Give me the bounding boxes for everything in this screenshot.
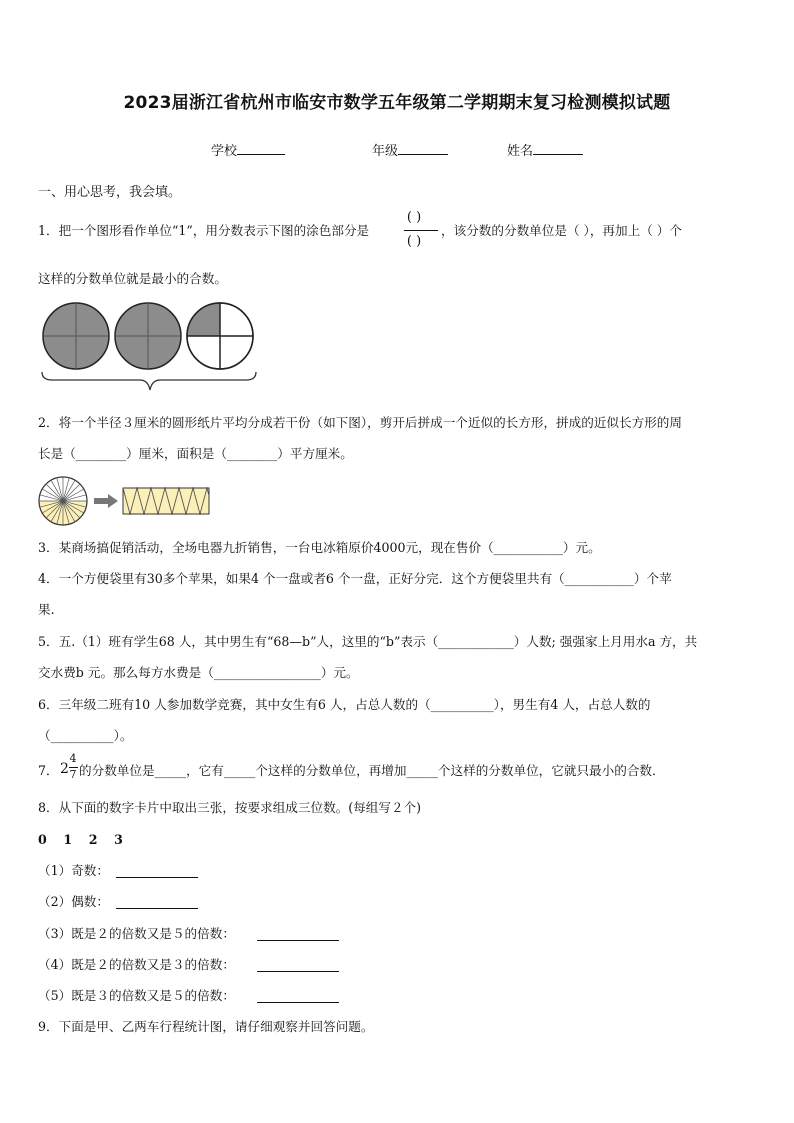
grade-label: 年级 — [372, 144, 399, 159]
brace — [42, 372, 256, 390]
q2-circle-to-rectangle-figure — [36, 474, 216, 528]
q5-line1: 5．五.（1）班有学生68 人，其中男生有“68—b”人，这里的“b”表示（____________）人数; 强强家上月用水a 方，共 — [38, 634, 698, 649]
q7-rest: 的分数单位是_____，它有_____个这样的分数单位，再增加_____个这样的分数单位，它就只最小的合数． — [79, 763, 665, 778]
q3-text: 3．某商场搞促销活动，全场电器九折销售，一台电冰箱原价4000元，现在售价（___________）元。 — [38, 540, 601, 555]
circle-3-quarter — [187, 303, 253, 369]
q8-item-3: （3）既是２的倍数又是５的倍数： — [38, 926, 235, 941]
q7-numerator: 4 — [69, 752, 77, 765]
q5-line2: 交水费b 元。那么每方水费是（_________________）元。 — [38, 665, 359, 680]
q8-answer-3[interactable] — [257, 940, 339, 941]
name-blank[interactable] — [533, 140, 583, 155]
school-field — [211, 140, 285, 159]
q6-line1: 6．三年级二班有10 人参加数学竞赛，其中女生有6 人，占总人数的（__________），男生有4 人，占总人数的 — [38, 697, 651, 712]
section-heading: 一、用心思考，我会填。 — [38, 185, 182, 200]
approx-rectangle — [123, 488, 209, 514]
q7-denominator: 7 — [69, 768, 77, 781]
q8-text: 8．从下面的数字卡片中取出三张，按要求组成三位数。(每组写２个) — [38, 800, 422, 815]
q8-answer-4[interactable] — [257, 971, 339, 972]
q8-answer-5[interactable] — [257, 1002, 339, 1003]
circle-2-full — [115, 303, 181, 369]
q1-line2: 这样的分数单位就是最小的合数。 — [38, 271, 227, 286]
q1-part-a: 1．把一个图形看作单位“1”，用分数表示下图的涂色部分是 — [38, 223, 370, 238]
q9-text: 9．下面是甲、乙两车行程统计图，请仔细观察并回答问题。 — [38, 1019, 374, 1034]
q7-prefix: 7． — [38, 763, 59, 778]
q8-item-4: （4）既是２的倍数又是３的倍数： — [38, 957, 235, 972]
q4-line2: 果. — [38, 602, 55, 617]
q8-item-5: （5）既是３的倍数又是５的倍数： — [38, 988, 235, 1003]
grade-field — [372, 140, 448, 159]
school-blank[interactable] — [237, 140, 285, 155]
q8-answer-1[interactable] — [116, 877, 198, 878]
q8-item-2: （2）偶数： — [38, 894, 109, 909]
page-title: 2023届浙江省杭州市临安市数学五年级第二学期期末复习检测模拟试题 — [123, 93, 671, 113]
q7-whole-number: 2 — [60, 761, 69, 777]
q1-part-b: ，该分数的分数单位是（ ），再加上（ ）个 — [441, 223, 682, 238]
q8-answer-2[interactable] — [116, 908, 198, 909]
q6-line2: （__________）。 — [38, 728, 133, 743]
name-label: 姓名 — [507, 144, 534, 159]
q1-fraction-bar — [404, 230, 438, 231]
grade-blank[interactable] — [398, 140, 448, 155]
name-field — [507, 140, 583, 159]
sectored-circle — [39, 477, 87, 525]
q8-digit-cards: 0 1 2 3 — [38, 832, 125, 847]
arrow-right-icon — [94, 494, 118, 508]
q2-line1: 2．将一个半径３厘米的圆形纸片平均分成若干份（如下图），剪开后拼成一个近似的长方形，拼成的近似长方形的周 — [38, 415, 682, 430]
q4-line1: 4．一个方便袋里有30多个苹果，如果4 个一盘或者6 个一盘，正好分完．这个方便袋里共有（___________）个苹 — [38, 571, 672, 586]
q1-numerator[interactable]: ( ) — [406, 210, 422, 225]
q1-denominator[interactable]: ( ) — [406, 234, 422, 249]
q1-circles-figure — [36, 300, 264, 396]
q2-line2: 长是（________）厘米，面积是（________）平方厘米。 — [38, 446, 353, 461]
q8-item-1: （1）奇数： — [38, 863, 109, 878]
circle-1-full — [43, 303, 109, 369]
school-label: 学校 — [211, 144, 238, 159]
